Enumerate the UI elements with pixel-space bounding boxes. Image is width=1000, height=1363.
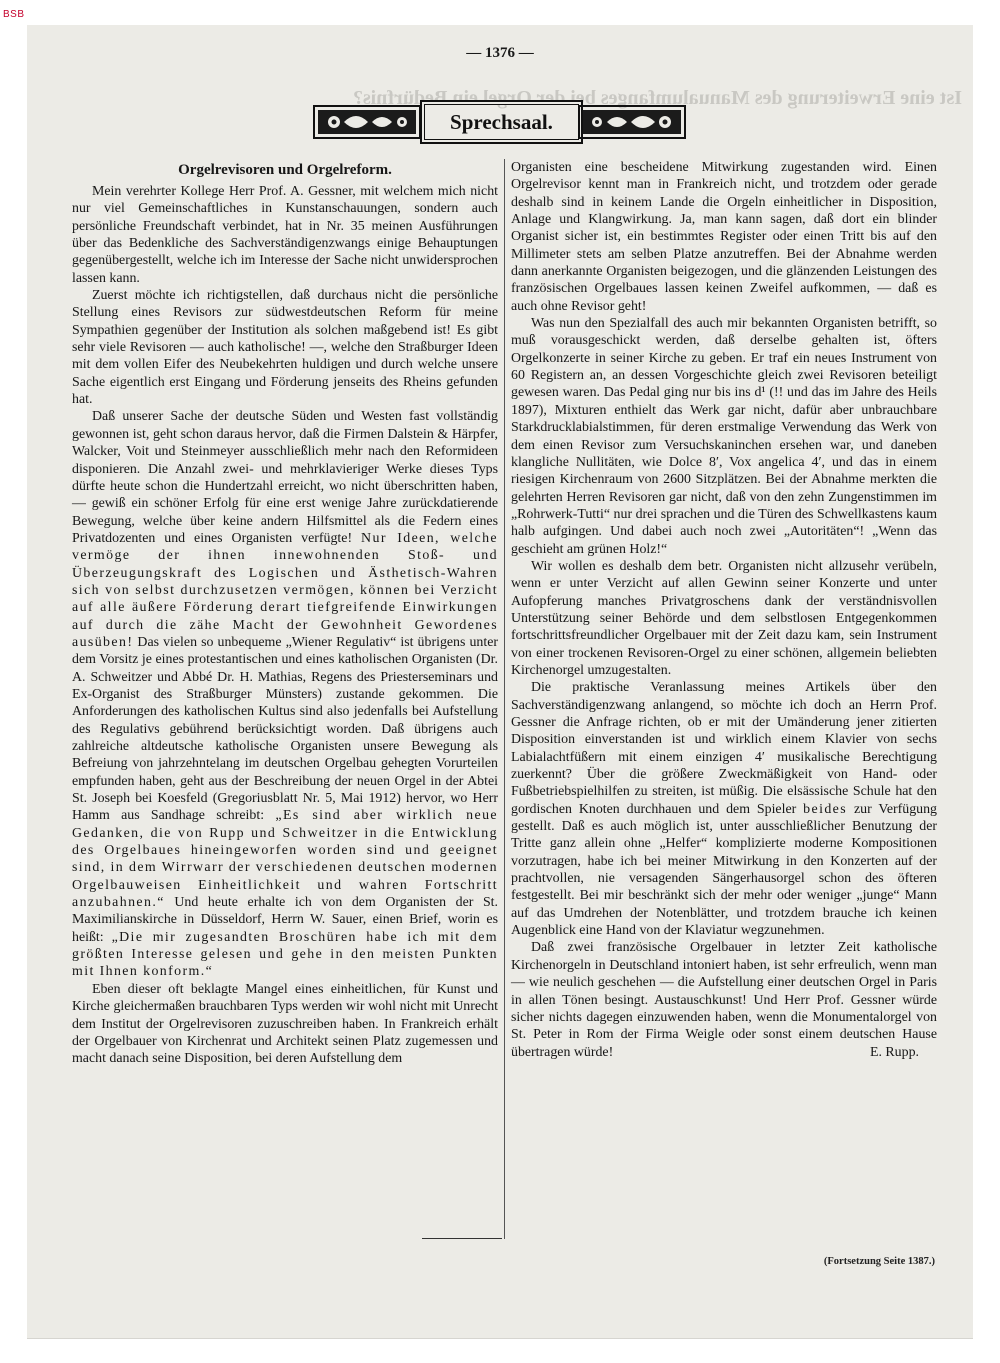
- column-divider: [504, 159, 505, 1239]
- end-rule: [422, 1238, 502, 1239]
- paragraph-text: zur Verfügung gestellt. Daß es auch möglich ist, unter ausschließlicher Benutzung der Tritte ganz allein ohne „Helfer“ komplizierte moderne Kompositionen vorzutragen, habe ich bei meiner Mitwirkung in den Konzerten auf der prachtvollen, nie versagenden Sängerhausorgel schon des öfteren festgestellt. Bei mir beschränkt sich der mehr oder weniger „junge“ Mann auf das Umdrehen der Notenblätter, und trotzdem brauche ich keinen Augenblick eine Hand von der Klaviatur wegzunehmen.: [511, 801, 937, 939]
- paragraph: Organisten eine bescheidene Mitwirkung zugestanden wird. Einen Orgelrevisor kennt man in Frankreich nicht, und trotzdem oder gerade deshalb sind in keinem Lande die Orgeln einheitlicher in Disposition, Anlage und Klangwirkung. Ja, man kann sagen, daß dort ein blinder Organist sicher ist, ein bestimmtes Register oder einen Tritt bis auf den Millimeter stets am selben Platze anzutreffen. Bei der Abnahme werden dann anerkannte Organisten beigezogen, und die glänzenden Leistungen des französischen Orgelbaues lassen keinen Zweifel aufkommen, — daß es auch ohne Revisor geht!: [511, 160, 937, 314]
- section-banner: [312, 98, 687, 146]
- ornament-right-icon: [577, 102, 687, 142]
- paragraph-text: Die praktische Veranlassung meines Artikels über den Sachverständigenzwang anlangend, so möchte ich doch an Herrn Prof. Gessner die Anfrage richten, ob er mit der Umänderung jener zitierten Disposition einverstanden ist und wirklich einem Klavier von sechs Labialachtfüßern mit einem einzigen 4′ musikalische Berechtigung zuerkennt? Über die größere Zweckmäßigkeit von Hand- oder Fußbetriebspielhilfen zu streiten, ist müßig. Die elsässische Schule hat den gordischen Knoten durchhauen und dem Spieler: [511, 680, 937, 817]
- page-number: — 1376 —: [466, 45, 534, 61]
- paragraph: [511, 939, 937, 1060]
- library-watermark: BSB: [3, 9, 25, 20]
- quote-text: „Es sind aber wirklich neue Gedanken, die von Rupp und Schweitzer in die Entwicklung des Orgelbaues hineingeworfen worden sind und geeignet sind, in dem Wirrwarr der verschiedenen deutschen modernen Orgelbauweisen Einheitlichkeit und wahren Fortschritt anzubahnen.“: [72, 808, 498, 911]
- paragraph-text: Daß unserer Sache der deutsche Süden und Westen fast vollständig gewonnen ist, geht schon daraus hervor, daß die Firmen Dalstein & Härpfer, Walcker, Voit und Steinmeyer ausschließlich mehr nach den Reformideen disponieren. Die Anzahl zwei- und mehrklavieriger Werke dieses Typs dürfte heute schon die Hundertzahl erreicht, wo nicht überschritten haben, — gewiß ein schöner Erfolg für eine erst wenige Jahre zurückdatierende Bewegung, welche über keine andern Hilfsmittel als die Federn eines Privatdozenten und eines Organisten verfügte!: [72, 409, 498, 546]
- paragraph: [511, 679, 937, 939]
- paragraph: Zuerst möchte ich richtigstellen, daß durchaus nicht die persönliche Stellung eines Revisors zur südwestdeutschen Reform für meine Sympathien gegenüber der Institution als solchen maßgebend ist! Es gibt sehr viele Revisoren — auch katholische! —, welche den Straßburger Ideen mit dem vollen Eifer des Neubekehrten huldigen und durch welche unsere Sache eigentlich erst Eingang und Förderung jenseits des Rheins gefunden hat.: [72, 288, 498, 408]
- paragraph: Eben dieser oft beklagte Mangel eines einheitlichen, für Kunst und Kirche gleichermaßen brauchbaren Typs werden wir wohl nicht mit Unrecht dem Institut der Orgelrevisoren zuzuschreiben haben. In Frankreich erhält der Orgelbauer von Kirchenrat und Architekt seinen Platz zugemessen und macht danach seine Disposition, bei deren Aufstellung dem: [72, 981, 498, 1067]
- section-title: Sprechsaal.: [420, 100, 583, 144]
- quote-text: „Die mir zugesandten Broschüren habe ich mit dem größten Interesse gelesen und gehe in den meisten Punkten mit Ihnen konform.“: [72, 929, 498, 980]
- paragraph: Mein verehrter Kollege Herr Prof. A. Gessner, mit welchem mich nicht nur viel Gemeinschaftliches in Kunstanschauungen, sondern auch persönliche Freundschaft verbindet, hat in Nr. 35 meinen Ausführungen über das Bedenkliche des Sachverständigenzwangs einige Behauptungen gegenübergestellt, welche ich im Interesse der Sache nicht unwidersprochen lassen kann.: [72, 184, 498, 286]
- newspaper-page: [27, 25, 973, 1339]
- paragraph-text: Daß zwei französische Orgelbauer in letzter Zeit katholische Kirchenorgeln in Deutschland intoniert haben, ist sehr erfreulich, wenn man — wie neulich geschehen — die Aufstellung einer deutschen Orgel in Paris in allen Tönen besingt. Austauschkunst! Und Herr Prof. Gessner würde sicher nichts dagegen einzuwenden haben, wenn die Monumentalorgel von St. Peter in Rom der Firma Weigle oder sonst einem deutschen Hause übertragen würde!: [511, 940, 937, 1060]
- paragraph: [72, 408, 498, 980]
- emphasis-text: beides: [803, 801, 848, 817]
- paragraph: Was nun den Spezialfall des auch mir bekannten Organisten betrifft, so muß vorausgeschickt werden, daß derselbe gehalten ist, öfters Orgelkonzerte in seiner Kirche zu geben. Er traf ein neues Instrument von 60 Registern an, an dessen Vorgeschichte gleich zwei Revisoren beteiligt gewesen waren. Das Pedal ging nur bis ins d¹ (!! und das im Jahre des Heils 1897), Mixturen enthielt das Werk gar nicht, dafür aber unbrauchbare Starkdrucklabialstimmen, für deren erstmalige Verwendung das Werk von dem einen Revisor zum Versuchskaninchen ersehen war, und daneben klangliche Nullitäten, wie Dolce 8′, Vox angelica 4′, und das in einem riesigen Kirchenraum von 2600 Sitzplätzen. Bei der Abnahme merkten die gelehrten Herren Revisoren gar nicht, daß von den zehn Zungenstimmen im „Rohrwerk-Tutti“ nur drei sprachen und die Türen des Schwellkastens kaum halb aufgingen. Und dabei auch noch zwei „Autoritäten“! „Wenn das geschieht am grünen Holz!“: [511, 316, 937, 557]
- emphasis-text: Nur Ideen, welche vermöge der ihnen innewohnenden Stoß- und Überzeugungskraft des Logischen und Ästhetisch-Wahren sich von selbst durchzusetzen vermögen, können bei Verzicht auf alle äußere Förderung derart tiefgreifende Einwirkungen auf durch die zähe Macht der Gewohnheit Gewordenes ausüben!: [72, 530, 498, 650]
- paragraph: Wir wollen es deshalb dem betr. Organisten nicht allzusehr verübeln, wenn er unter Verzicht auf allen Gewinn seiner Konzerte und unter Aufopferung manches Privatgroschens dank der verständnisvollen Unterstützung seiner Behörde und dem selbstlosen Entgegenkommen fortschrittsfreundlicher Orgelbauer mit der Zeit dazu kam, sein Instrument von einer trockenen Revisoren-Orgel zu einer schönen, allgemein beliebten Kirchenorgel umzugestalten.: [511, 558, 937, 678]
- article-title: Orgelrevisoren und Orgelreform.: [178, 162, 392, 178]
- author-signature: E. Rupp.: [869, 1044, 919, 1060]
- paragraph-text: Und heute erhalte ich von dem Organisten der St. Maximilianskirche in Düsseldorf, Herrn W. Sauer, einen Brief, worin es heißt:: [72, 895, 499, 945]
- continuation-note: (Fortsetzung Seite 1387.): [823, 1256, 935, 1267]
- left-column: [72, 159, 498, 1068]
- paragraph-text: Das vielen so unbequeme „Wiener Regulativ“ ist übrigens unter dem Vorsitz je eines protestantischen und eines katholischen Organisten (Dr. A. Schweitzer und Abbé Dr. H. Mathias, Regens des Priesterseminars und Ex-Organist des Straßburger Münsters) zustande gekommen. Die Anforderungen des katholischen Kultus sind also jedenfalls bei Aufstellung des Regulativs gebührend berücksichtigt worden. Daß übrigens auch zahlreiche altdeutsche katholische Organisten unsere Bewegung als Befreiung von jahrzehntelang im deutschen Orgelbau gehegten Vorurteilen empfunden haben, geht aus der Beschreibung der neuen Orgel in der Abtei St. Joseph bei Koesfeld (Gregoriusblatt Nr. 5, Mai 1912) hervor, wo Herr Hamm aus Sandhage schreibt:: [72, 634, 499, 824]
- ornament-left-icon: [312, 102, 422, 142]
- right-column: [511, 159, 937, 1061]
- bleed-through-text: Ist eine Erweiterung des Manualumfanges bei der Orgel ein Bedürfnis?: [352, 87, 962, 109]
